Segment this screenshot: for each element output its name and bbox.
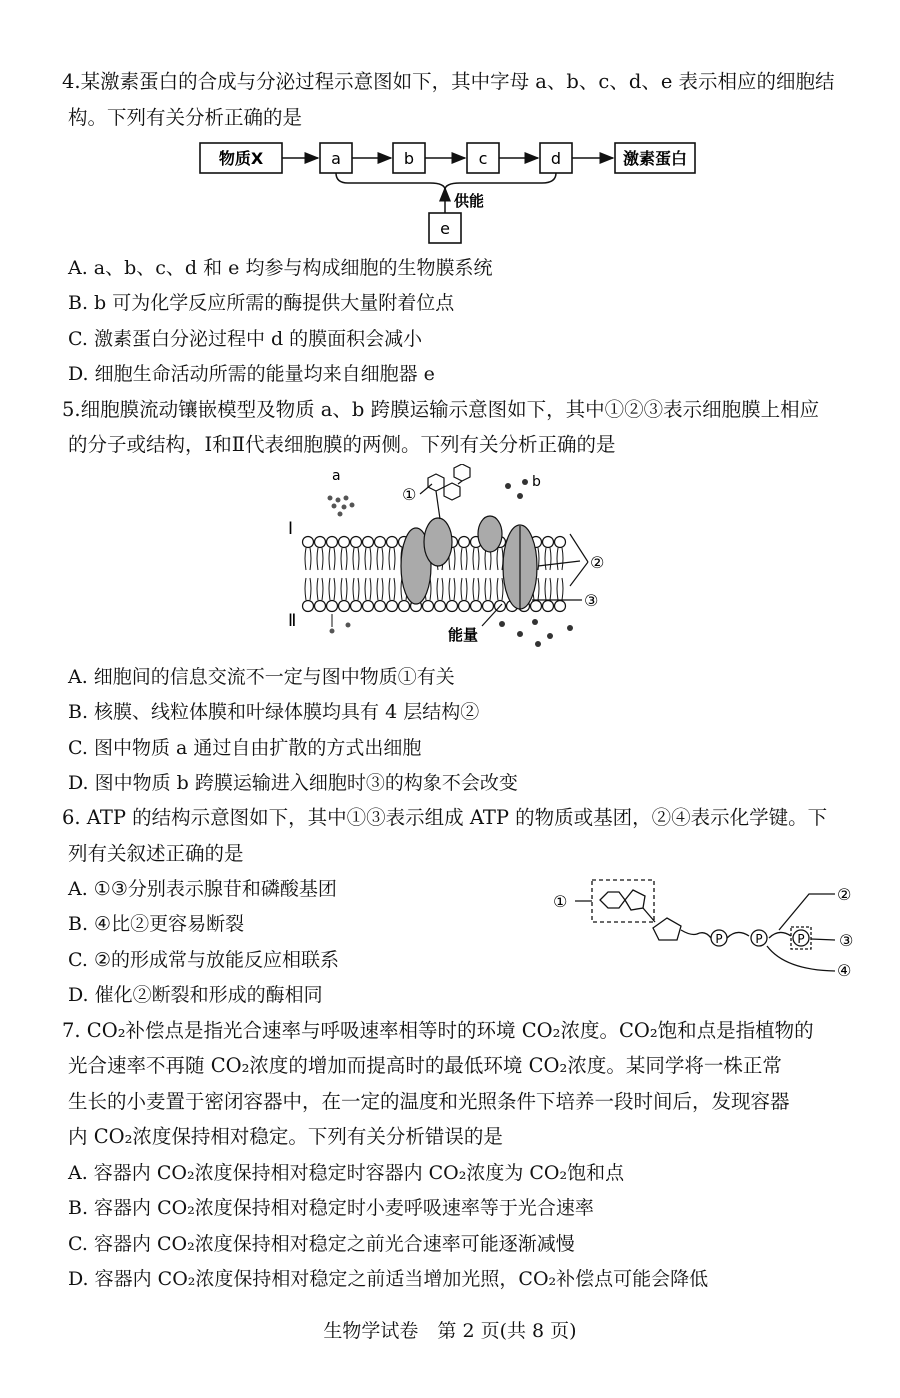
phospholipid-head-bottom [375, 601, 386, 612]
q6-stem-line2: 列有关叙述正确的是 [68, 842, 244, 865]
q6-mark-3: ③ [839, 931, 854, 950]
q6-phosphate-1: P [715, 932, 723, 946]
phospholipid-head-bottom [423, 601, 434, 612]
q5-mark-1: ① [402, 485, 417, 504]
phospholipid-tail [557, 578, 563, 600]
q6-option-b: B. ④比②更容易断裂 [68, 913, 245, 935]
q4-option-d: D. 细胞生命活动所需的能量均来自细胞器 e [68, 363, 435, 385]
phospholipid-tail [473, 548, 479, 570]
q6-mark-2: ② [837, 885, 852, 904]
q6-stem-line1: 6. ATP 的结构示意图如下，其中①③表示组成 ATP 的物质或基团，②④表示化学键。下 [62, 806, 828, 829]
q7-stem-line1: 7. CO₂补偿点是指光合速率与呼吸速率相等时的环境 CO₂浓度。CO₂饱和点是指植物的 [62, 1019, 814, 1042]
q5-option-d: D. 图中物质 b 跨膜运输进入细胞时③的构象不会改变 [68, 772, 518, 794]
q5-membrane-diagram [270, 464, 630, 654]
phospholipid-head-bottom [387, 601, 398, 612]
q4-option-a: A. a、b、c、d 和 e 均参与构成细胞的生物膜系统 [68, 257, 493, 279]
q5-mark-3: ③ [584, 591, 599, 610]
phospholipid-head-top [327, 537, 338, 548]
q7-option-c: C. 容器内 CO₂浓度保持相对稳定之前光合速率可能逐渐减慢 [68, 1233, 575, 1255]
phospholipid-head-bottom [459, 601, 470, 612]
phospholipid-tail [497, 578, 503, 600]
phospholipid-head-bottom [543, 601, 554, 612]
phospholipid-head-bottom [339, 601, 350, 612]
q7-option-d: D. 容器内 CO₂浓度保持相对稳定之前适当增加光照，CO₂补偿点可能会降低 [68, 1268, 709, 1290]
phospholipid-tail [389, 548, 395, 570]
phospholipid-head-bottom [327, 601, 338, 612]
q6-option-d: D. 催化②断裂和形成的酶相同 [68, 984, 323, 1006]
phospholipid-head-top [339, 537, 350, 548]
page-footer: 生物学试卷 第 2 页(共 8 页) [323, 1320, 577, 1342]
q5-mark-2: ② [590, 553, 605, 572]
phospholipid-tail [329, 578, 335, 600]
q6-mark-4: ④ [837, 961, 852, 980]
phospholipid-head-top [555, 537, 566, 548]
phospholipid-tail [437, 578, 443, 600]
phospholipid-tail [377, 548, 383, 570]
phospholipid-head-top [459, 537, 470, 548]
q6-option-a: A. ①③分别表示腺苷和磷酸基团 [68, 878, 337, 900]
q5-side-2: Ⅱ [288, 611, 297, 631]
q6-mark-1: ① [553, 892, 568, 911]
phospholipid-tail [329, 548, 335, 570]
phospholipid-head-bottom [531, 601, 542, 612]
phospholipid-tail [461, 548, 467, 570]
phospholipid-tail [305, 578, 311, 600]
phospholipid-tail [341, 548, 347, 570]
phospholipid-tail [305, 548, 311, 570]
phospholipid-tail [341, 578, 347, 600]
phospholipid-tail [449, 578, 455, 600]
q5-stem-line1: 5.细胞膜流动镶嵌模型及物质 a、b 跨膜运输示意图如下，其中①②③表示细胞膜上相应 [62, 398, 820, 421]
q4-stem-line2: 构。下列有关分析正确的是 [68, 106, 303, 129]
q5-label-energy: 能量 [448, 626, 479, 644]
q5-label-b: b [532, 474, 541, 490]
q4-label-a: a [331, 149, 341, 168]
q4-option-c: C. 激素蛋白分泌过程中 d 的膜面积会减小 [68, 328, 423, 350]
phospholipid-head-bottom [435, 601, 446, 612]
q6-atp-diagram [545, 870, 865, 985]
q5-stem-line2: 的分子或结构，Ⅰ和Ⅱ代表细胞膜的两侧。下列有关分析正确的是 [68, 433, 616, 456]
phospholipid-tail [377, 578, 383, 600]
phospholipid-head-top [351, 537, 362, 548]
phospholipid-head-bottom [447, 601, 458, 612]
q6-phosphate-2: P [755, 932, 763, 946]
phospholipid-head-bottom [483, 601, 494, 612]
phospholipid-tail [389, 578, 395, 600]
phospholipid-tail [461, 578, 467, 600]
q4-label-b: b [403, 149, 415, 168]
phospholipid-tail [365, 578, 371, 600]
q4-label-end: 激素蛋白 [622, 149, 688, 168]
q4-stem-line1: 4.某激素蛋白的合成与分泌过程示意图如下，其中字母 a、b、c、d、e 表示相应的细胞结 [62, 70, 835, 93]
q7-option-b: B. 容器内 CO₂浓度保持相对稳定时小麦呼吸速率等于光合速率 [68, 1197, 594, 1219]
phospholipid-tail [473, 578, 479, 600]
phospholipid-tail [545, 548, 551, 570]
phospholipid-tail [353, 578, 359, 600]
phospholipid-head-bottom [351, 601, 362, 612]
q6-phosphate-3: P [797, 932, 805, 946]
q4-label-energy: 供能 [454, 192, 485, 210]
q7-stem-line4: 内 CO₂浓度保持相对稳定。下列有关分析错误的是 [68, 1125, 503, 1148]
phospholipid-tail [353, 548, 359, 570]
phospholipid-head-bottom [315, 601, 326, 612]
q7-stem-line3: 生长的小麦置于密闭容器中，在一定的温度和光照条件下培养一段时间后，发现容器 [68, 1090, 790, 1113]
phospholipid-tail [317, 548, 323, 570]
phospholipid-head-bottom [471, 601, 482, 612]
q7-stem-line2: 光合速率不再随 CO₂浓度的增加而提高时的最低环境 CO₂浓度。某同学将一株正常 [68, 1054, 782, 1077]
phospholipid-tail [317, 578, 323, 600]
phospholipid-head-top [375, 537, 386, 548]
phospholipid-head-bottom [555, 601, 566, 612]
phospholipid-tail [497, 548, 503, 570]
q5-option-a: A. 细胞间的信息交流不一定与图中物质①有关 [68, 666, 455, 688]
phospholipid-head-bottom [363, 601, 374, 612]
q4-option-b: B. b 可为化学反应所需的酶提供大量附着位点 [68, 292, 455, 314]
phospholipid-head-top [387, 537, 398, 548]
q5-side-1: Ⅰ [288, 519, 294, 539]
q4-label-c: c [478, 149, 488, 168]
phospholipid-tail [557, 548, 563, 570]
phospholipid-head-bottom [303, 601, 314, 612]
phospholipid-head-bottom [399, 601, 410, 612]
phospholipid-head-top [315, 537, 326, 548]
phospholipid-head-top [543, 537, 554, 548]
q4-label-e: e [440, 219, 450, 238]
q7-option-a: A. 容器内 CO₂浓度保持相对稳定时容器内 CO₂浓度为 CO₂饱和点 [68, 1162, 625, 1184]
phospholipid-tail [545, 578, 551, 600]
q4-secretion-diagram [190, 138, 710, 248]
q4-label-d: d [550, 149, 562, 168]
phospholipid-tail [365, 548, 371, 570]
phospholipid-head-top [303, 537, 314, 548]
q4-label-start: 物质X [218, 149, 264, 168]
q5-label-a: a [332, 468, 341, 484]
q5-option-c: C. 图中物质 a 通过自由扩散的方式出细胞 [68, 737, 422, 759]
q5-option-b: B. 核膜、线粒体膜和叶绿体膜均具有 4 层结构② [68, 701, 480, 723]
phospholipid-tail [485, 578, 491, 600]
phospholipid-head-top [363, 537, 374, 548]
q6-option-c: C. ②的形成常与放能反应相联系 [68, 949, 339, 971]
